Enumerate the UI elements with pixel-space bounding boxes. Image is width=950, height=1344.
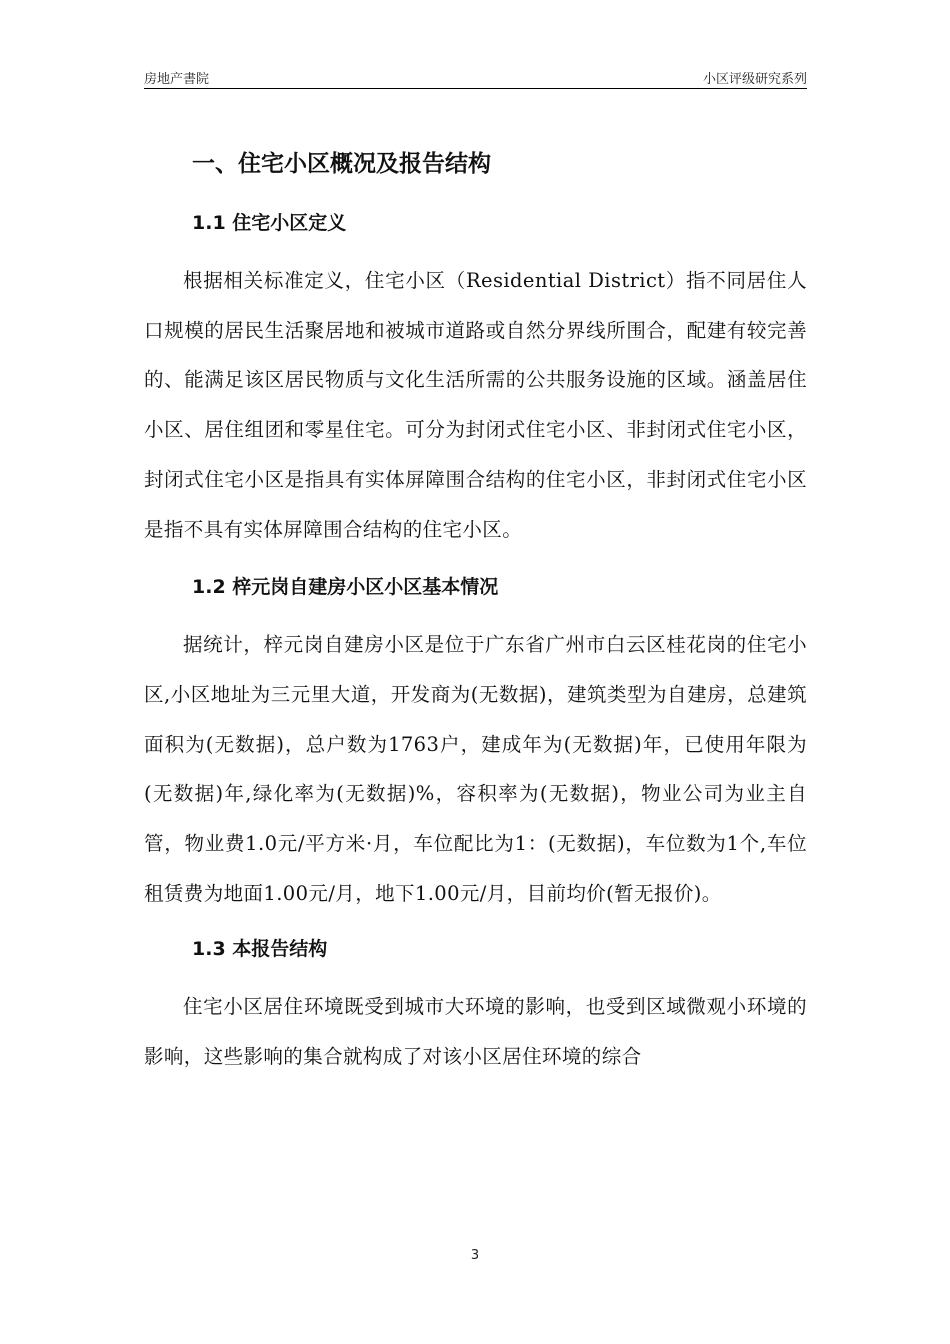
page-header (144, 66, 807, 89)
page-content (144, 140, 807, 1082)
paragraph-basic-info: 据统计，梓元岗自建房小区是位于广东省广州市白云区桂花岗的住宅小区,小区地址为三元里大道，开发商为(无数据)，建筑类型为自建房，总建筑面积为(无数据)，总户数为1763户，建成年为(无数据)年，已使用年限为(无数据)年,绿化率为(无数据)%，容积率为(无数据)，物业公司为业主自管，物业费1.0元/平方米·月，车位配比为1：(无数据)，车位数为1个,车位租赁费为地面1.00元/月，地下1.00元/月，目前均价(暂无报价)。 (144, 633, 807, 905)
subsection-heading-1-1: 1.1 住宅小区定义 (192, 212, 347, 234)
paragraph-definition: 根据相关标准定义，住宅小区（Residential District）指不同居住人口规模的居民生活聚居地和被城市道路或自然分界线所围合，配建有较完善的、能满足该区居民物质与文化生活所需的公共服务设施的区域。涵盖居住小区、居住组团和零星住宅。可分为封闭式住宅小区、非封闭式住宅小区，封闭式住宅小区是指具有实体屏障围合结构的住宅小区，非封闭式住宅小区是指不具有实体屏障围合结构的住宅小区。 (144, 269, 807, 541)
header-publisher: 房地产書院 (144, 72, 210, 87)
page-number: 3 (470, 1248, 480, 1263)
paragraph-report-structure: 住宅小区居住环境既受到城市大环境的影响，也受到区域微观小环境的影响，这些影响的集合就构成了对该小区居住环境的综合 (144, 995, 807, 1069)
header-series-title: 小区评级研究系列 (702, 72, 807, 87)
subsection-heading-1-2: 1.2 梓元岗自建房小区小区基本情况 (192, 576, 499, 599)
section-title: 一、住宅小区概况及报告结构 (192, 151, 491, 177)
subsection-heading-1-3: 1.3 本报告结构 (192, 938, 328, 961)
